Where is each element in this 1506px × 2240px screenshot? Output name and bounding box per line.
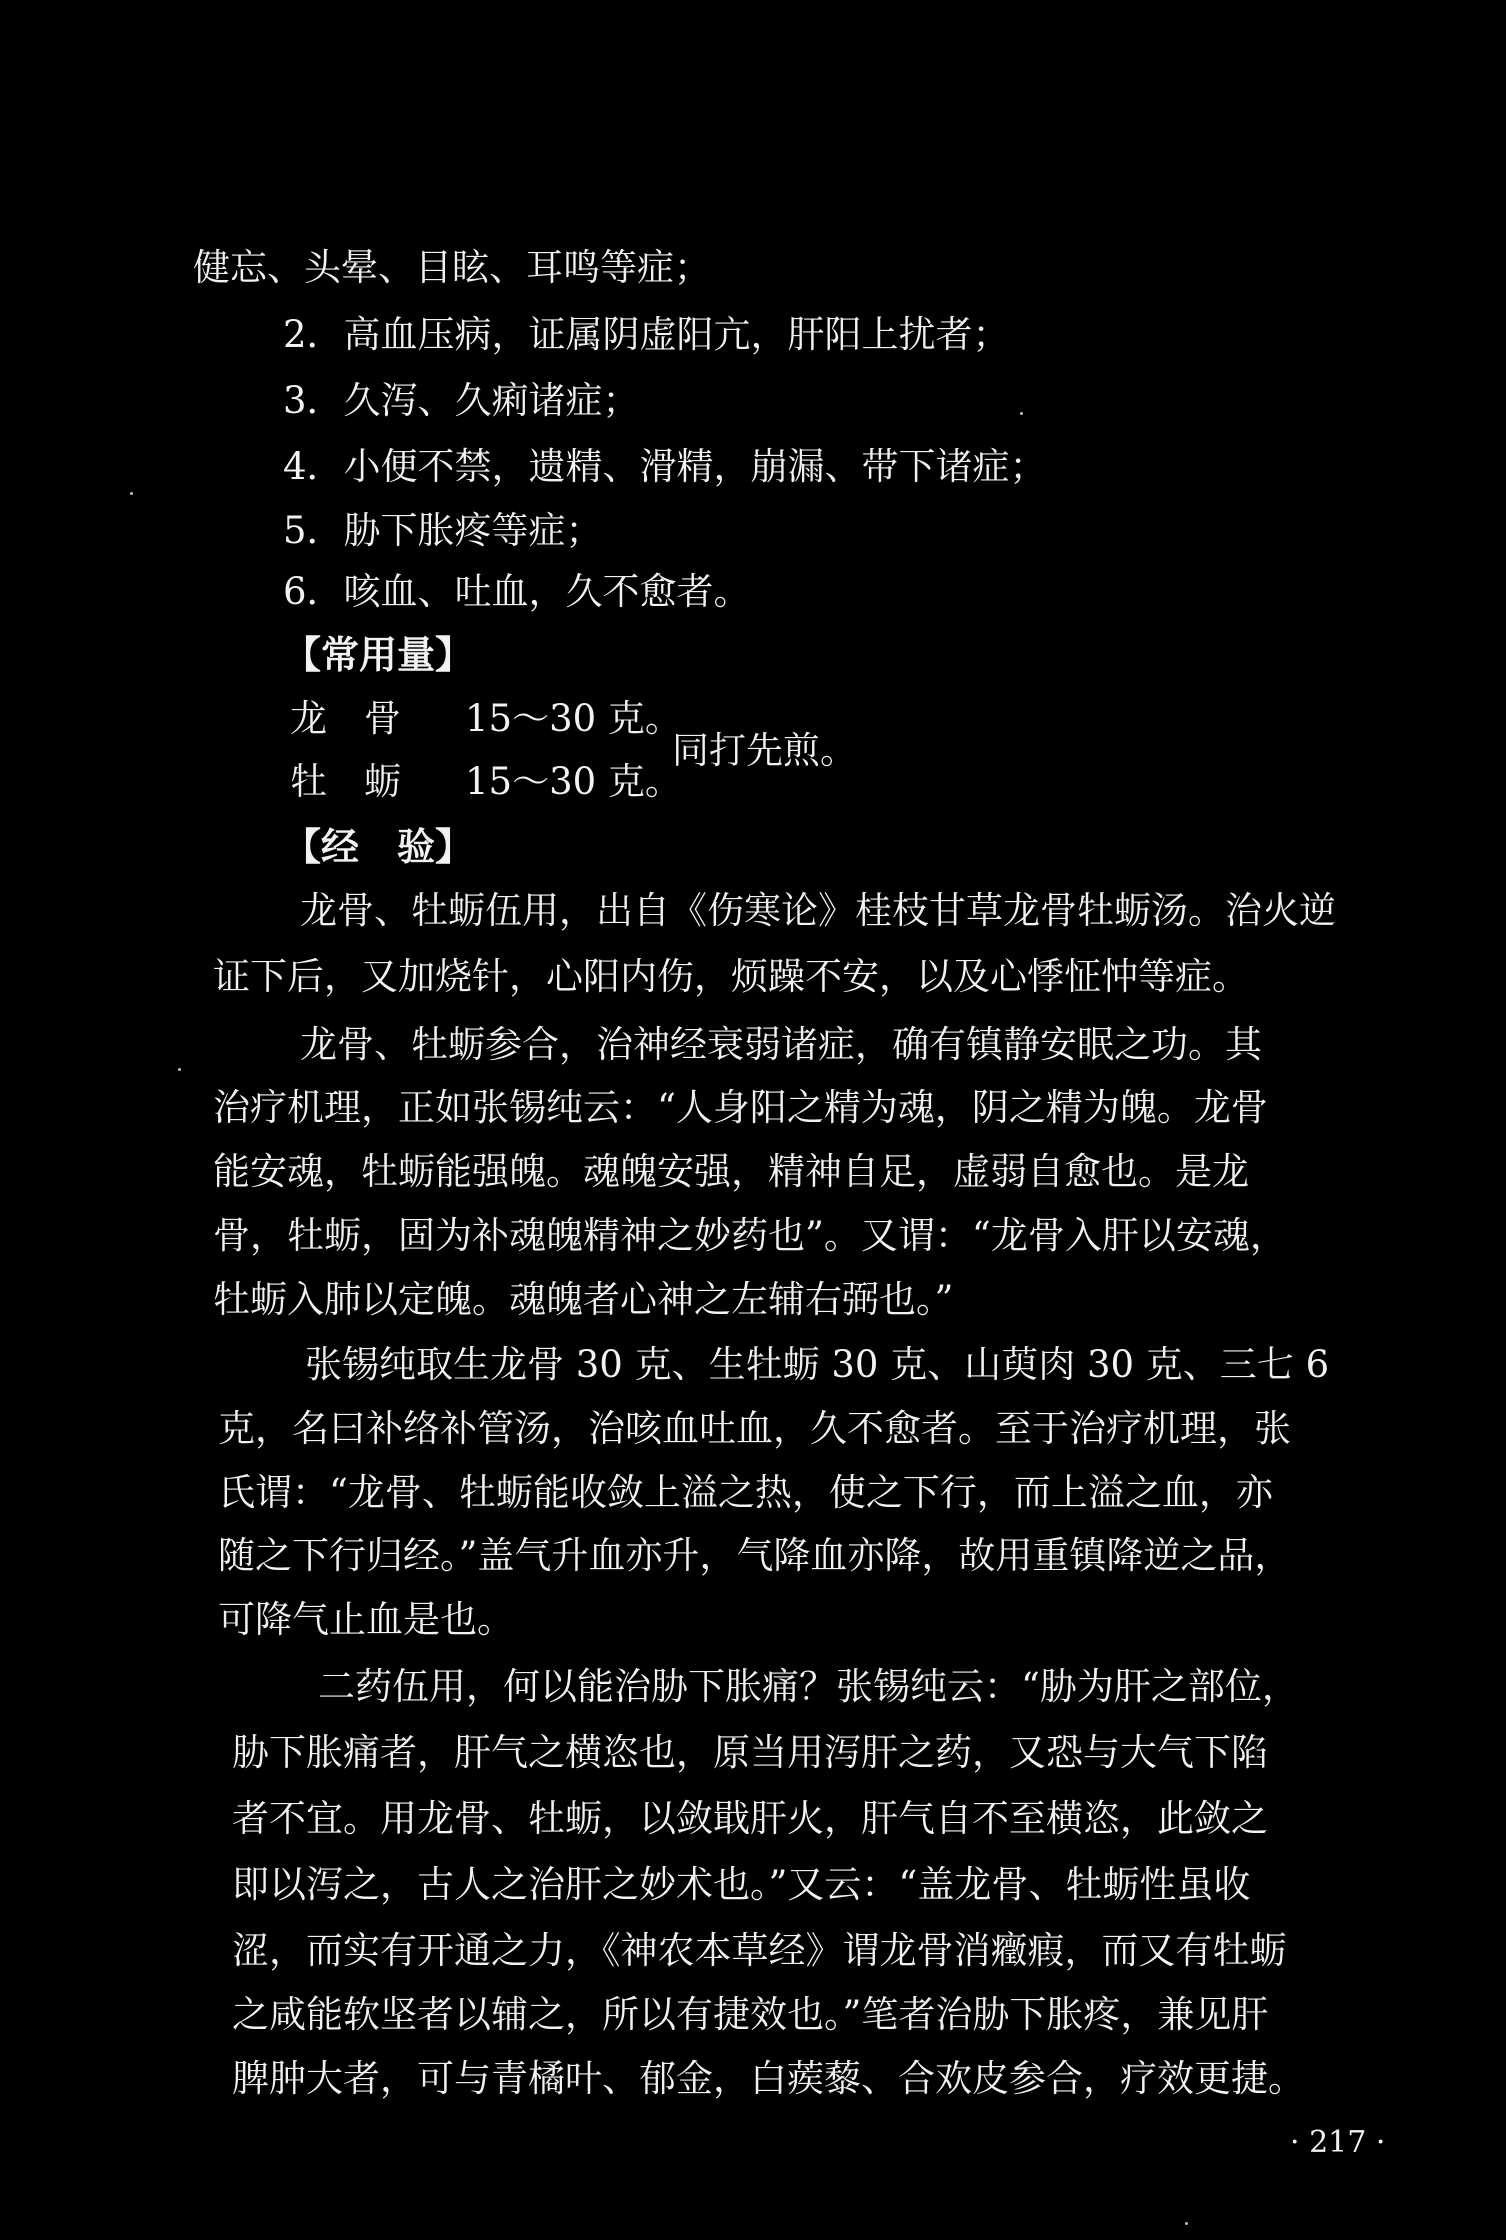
page-number: · 217 · [1290, 2125, 1386, 2160]
intro-line: 健忘、头晕、目眩、耳鸣等症； [193, 246, 711, 289]
paragraph-line: 即以泻之，古人之治肝之妙术也。”又云：“盖龙骨、牡蛎性虽收 [232, 1863, 1251, 1906]
paragraph-line: 二药伍用，何以能治胁下胀痛？张锡纯云：“胁为肝之部位， [318, 1665, 1299, 1708]
paragraph-line: 能安魂，牡蛎能强魄。魂魄安强，精神自足，虚弱自愈也。是龙 [213, 1150, 1249, 1193]
dosage-drug: 龙 骨 [290, 697, 401, 740]
paragraph-line: 者不宜。用龙骨、牡蛎，以敛戢肝火，肝气自不至横恣，此敛之 [232, 1797, 1268, 1840]
paragraph-line: 治疗机理，正如张锡纯云：“人身阳之精为魂，阴之精为魄。龙骨 [213, 1086, 1268, 1129]
paragraph-line: 之咸能软坚者以辅之，所以有捷效也。”笔者治胁下胀疼，兼见肝 [232, 1993, 1269, 2036]
paragraph-line: 张锡纯取生龙骨 30 克、生牡蛎 30 克、山萸肉 30 克、三七 6 [305, 1343, 1330, 1386]
paragraph-line: 证下后，又加烧针，心阳内伤，烦躁不安，以及心悸怔忡等症。 [213, 955, 1249, 998]
paragraph-line: 龙骨、牡蛎伍用，出自《伤寒论》桂枝甘草龙骨牡蛎汤。治火逆 [300, 889, 1336, 932]
scan-speck [178, 1068, 181, 1071]
paragraph-line: 氏谓：“龙骨、牡蛎能收敛上溢之热，使之下行，而上溢之血，亦 [218, 1471, 1273, 1514]
dosage-amount: 15～30 克。 [465, 760, 682, 803]
paragraph-line: 骨，牡蛎，固为补魂魄精神之妙药也”。又谓：“龙骨入肝以安魂， [213, 1214, 1287, 1257]
paragraph-line: 脾肿大者，可与青橘叶、郁金，白蒺藜、合欢皮参合，疗效更捷。 [232, 2057, 1305, 2100]
indication-item: 5．胁下胀疼等症； [283, 509, 603, 552]
paragraph-line: 克，名曰补络补管汤，治咳血吐血，久不愈者。至于治疗机理，张 [218, 1407, 1291, 1450]
paragraph-line: 涩，而实有开通之力，《神农本草经》谓龙骨消癥瘕，而又有牡蛎 [232, 1929, 1287, 1972]
scan-speck [1185, 2222, 1188, 2225]
experience-heading: 【经 验】 [283, 825, 474, 869]
indication-item: 2．高血压病，证属阴虚阳亢，肝阳上扰者； [283, 313, 1010, 356]
paragraph-line: 随之下行归经。”盖气升血亦升，气降血亦降，故用重镇降逆之品， [218, 1534, 1292, 1577]
scan-speck [130, 492, 133, 495]
indication-item: 3．久泻、久痢诸症； [283, 379, 640, 422]
paragraph-line: 龙骨、牡蛎参合，治神经衰弱诸症，确有镇静安眠之功。其 [300, 1023, 1262, 1066]
paragraph-line: 胁下胀痛者，肝气之横恣也，原当用泻肝之药，又恐与大气下陷 [232, 1731, 1268, 1774]
indication-item: 4．小便不禁，遗精、滑精，崩漏、带下诸症； [283, 445, 1047, 488]
scan-speck [1020, 412, 1023, 415]
paragraph-line: 可降气止血是也。 [218, 1598, 514, 1641]
dosage-heading: 【常用量】 [283, 633, 474, 677]
paragraph-line: 牡蛎入肺以定魄。魂魄者心神之左辅右弼也。” [213, 1278, 954, 1321]
dosage-note: 同打先煎。 [672, 729, 857, 772]
dosage-drug: 牡 蛎 [290, 760, 401, 803]
dosage-amount: 15～30 克。 [465, 697, 682, 740]
indication-item: 6．咳血、吐血，久不愈者。 [283, 570, 751, 613]
